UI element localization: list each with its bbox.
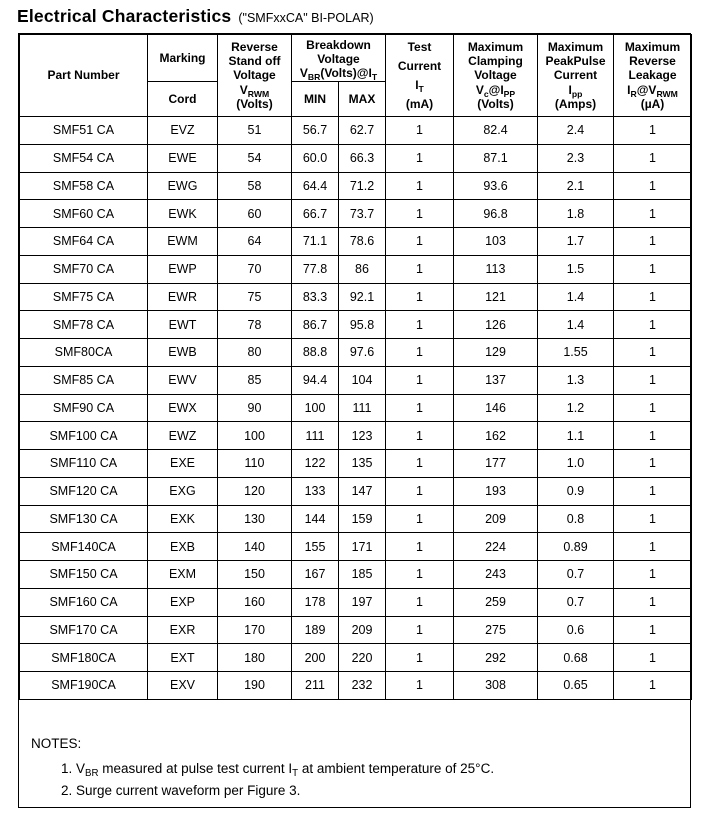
table-row [20, 616, 692, 644]
test-current-cell: 1 [386, 672, 454, 700]
peak-pulse-current-cell: 0.89 [538, 533, 614, 561]
reverse-leakage-cell: 1 [614, 228, 692, 256]
part-number-cell: SMF100 CA [20, 422, 148, 450]
clamping-voltage-cell: 103 [454, 228, 538, 256]
marking-cord-cell: EWZ [148, 422, 218, 450]
test-current-cell: 1 [386, 422, 454, 450]
reverse-leakage-cell: 1 [614, 255, 692, 283]
marking-cord-cell: EWX [148, 394, 218, 422]
table-body [20, 117, 692, 700]
clamping-voltage-cell: 275 [454, 616, 538, 644]
reverse-leakage-cell: 1 [614, 561, 692, 589]
marking-cord-cell: EXE [148, 450, 218, 478]
test-current-cell: 1 [386, 644, 454, 672]
part-number-cell: SMF120 CA [20, 477, 148, 505]
col-max-reverse-leakage: Maximum Reverse Leakage $I_R@V_{RWM}$ (µA) [614, 35, 692, 117]
peak-pulse-current-cell: 1.4 [538, 311, 614, 339]
vrwm-cell: 80 [218, 339, 292, 367]
peak-pulse-current-cell: 1.0 [538, 450, 614, 478]
part-number-cell: SMF80CA [20, 339, 148, 367]
clamping-voltage-cell: 308 [454, 672, 538, 700]
clamping-voltage-cell: 177 [454, 450, 538, 478]
peak-pulse-current-cell: 0.65 [538, 672, 614, 700]
peak-pulse-current-cell: 1.4 [538, 283, 614, 311]
reverse-leakage-cell: 1 [614, 311, 692, 339]
marking-cord-cell: EXP [148, 588, 218, 616]
reverse-leakage-cell: 1 [614, 144, 692, 172]
reverse-leakage-cell: 1 [614, 672, 692, 700]
peak-pulse-current-cell: 1.7 [538, 228, 614, 256]
clamping-voltage-cell: 87.1 [454, 144, 538, 172]
vrwm-cell: 58 [218, 172, 292, 200]
part-number-cell: SMF160 CA [20, 588, 148, 616]
part-number-cell: SMF64 CA [20, 228, 148, 256]
table-row [20, 588, 692, 616]
vrwm-cell: 90 [218, 394, 292, 422]
peak-pulse-current-cell: 0.8 [538, 505, 614, 533]
part-number-cell: SMF130 CA [20, 505, 148, 533]
vrwm-cell: 190 [218, 672, 292, 700]
vrwm-cell: 180 [218, 644, 292, 672]
test-current-cell: 1 [386, 366, 454, 394]
test-current-cell: 1 [386, 255, 454, 283]
table-row [20, 644, 692, 672]
vrwm-cell: 51 [218, 117, 292, 145]
test-current-cell: 1 [386, 228, 454, 256]
marking-cord-cell: EWT [148, 311, 218, 339]
part-number-cell: SMF85 CA [20, 366, 148, 394]
vbr-min-cell: 56.7 [292, 117, 339, 145]
test-current-cell: 1 [386, 505, 454, 533]
test-current-cell: 1 [386, 394, 454, 422]
col-max: MAX [339, 82, 386, 117]
vrwm-cell: 85 [218, 366, 292, 394]
reverse-leakage-cell: 1 [614, 172, 692, 200]
part-number-cell: SMF190CA [20, 672, 148, 700]
table-row [20, 228, 692, 256]
vbr-max-cell: 209 [339, 616, 386, 644]
vbr-max-cell: 104 [339, 366, 386, 394]
vbr-min-cell: 88.8 [292, 339, 339, 367]
vbr-max-cell: 220 [339, 644, 386, 672]
marking-cord-cell: EWM [148, 228, 218, 256]
vbr-max-cell: 185 [339, 561, 386, 589]
marking-cord-cell: EXT [148, 644, 218, 672]
vbr-min-cell: 155 [292, 533, 339, 561]
marking-cord-cell: EWP [148, 255, 218, 283]
peak-pulse-current-cell: 0.7 [538, 588, 614, 616]
vrwm-cell: 64 [218, 228, 292, 256]
vbr-min-cell: 133 [292, 477, 339, 505]
col-reverse-standoff-voltage: Reverse Stand off Voltage $V_{RWM}$ (Volts) [218, 35, 292, 117]
electrical-characteristics-table [18, 33, 691, 808]
col-max-clamping-voltage: Maximum Clamping Voltage $V_c@I_{PP}$ (Volts) [454, 35, 538, 117]
part-number-cell: SMF51 CA [20, 117, 148, 145]
marking-cord-cell: EWG [148, 172, 218, 200]
note-item: 2. Surge current waveform per Figure 3. [61, 782, 301, 798]
col-cord: Cord [148, 82, 218, 117]
vbr-min-cell: 100 [292, 394, 339, 422]
clamping-voltage-cell: 162 [454, 422, 538, 450]
reverse-leakage-cell: 1 [614, 588, 692, 616]
vbr-max-cell: 66.3 [339, 144, 386, 172]
clamping-voltage-cell: 259 [454, 588, 538, 616]
clamping-voltage-cell: 96.8 [454, 200, 538, 228]
table-row [20, 394, 692, 422]
table-row [20, 311, 692, 339]
reverse-leakage-cell: 1 [614, 450, 692, 478]
table-row [20, 561, 692, 589]
table-row [20, 172, 692, 200]
part-number-cell: SMF90 CA [20, 394, 148, 422]
peak-pulse-current-cell: 0.68 [538, 644, 614, 672]
clamping-voltage-cell: 224 [454, 533, 538, 561]
reverse-leakage-cell: 1 [614, 477, 692, 505]
vrwm-cell: 60 [218, 200, 292, 228]
vbr-min-cell: 178 [292, 588, 339, 616]
clamping-voltage-cell: 121 [454, 283, 538, 311]
clamping-voltage-cell: 126 [454, 311, 538, 339]
part-number-cell: SMF60 CA [20, 200, 148, 228]
peak-pulse-current-cell: 2.3 [538, 144, 614, 172]
part-number-cell: SMF58 CA [20, 172, 148, 200]
test-current-cell: 1 [386, 144, 454, 172]
vbr-max-cell: 73.7 [339, 200, 386, 228]
reverse-leakage-cell: 1 [614, 533, 692, 561]
col-marking: Marking [148, 35, 218, 82]
peak-pulse-current-cell: 0.7 [538, 561, 614, 589]
marking-cord-cell: EXK [148, 505, 218, 533]
table-row [20, 450, 692, 478]
vbr-max-cell: 97.6 [339, 339, 386, 367]
table-row [20, 283, 692, 311]
vbr-min-cell: 111 [292, 422, 339, 450]
vbr-min-cell: 86.7 [292, 311, 339, 339]
table-header [20, 35, 692, 117]
marking-cord-cell: EVZ [148, 117, 218, 145]
peak-pulse-current-cell: 1.1 [538, 422, 614, 450]
vbr-min-cell: 66.7 [292, 200, 339, 228]
vbr-min-cell: 122 [292, 450, 339, 478]
reverse-leakage-cell: 1 [614, 366, 692, 394]
part-number-cell: SMF78 CA [20, 311, 148, 339]
reverse-leakage-cell: 1 [614, 339, 692, 367]
clamping-voltage-cell: 129 [454, 339, 538, 367]
reverse-leakage-cell: 1 [614, 200, 692, 228]
vbr-min-cell: 94.4 [292, 366, 339, 394]
vrwm-cell: 140 [218, 533, 292, 561]
reverse-leakage-cell: 1 [614, 505, 692, 533]
marking-cord-cell: EWE [148, 144, 218, 172]
vbr-min-cell: 83.3 [292, 283, 339, 311]
vbr-min-cell: 64.4 [292, 172, 339, 200]
part-number-cell: SMF150 CA [20, 561, 148, 589]
marking-cord-cell: EWV [148, 366, 218, 394]
marking-cord-cell: EWB [148, 339, 218, 367]
reverse-leakage-cell: 1 [614, 616, 692, 644]
vrwm-cell: 110 [218, 450, 292, 478]
reverse-leakage-cell: 1 [614, 644, 692, 672]
marking-cord-cell: EXB [148, 533, 218, 561]
vbr-min-cell: 211 [292, 672, 339, 700]
vbr-max-cell: 71.2 [339, 172, 386, 200]
peak-pulse-current-cell: 2.4 [538, 117, 614, 145]
peak-pulse-current-cell: 1.55 [538, 339, 614, 367]
table-row [20, 533, 692, 561]
spec-table [19, 34, 692, 700]
vrwm-cell: 160 [218, 588, 292, 616]
clamping-voltage-cell: 243 [454, 561, 538, 589]
test-current-cell: 1 [386, 117, 454, 145]
col-min: MIN [292, 82, 339, 117]
table-row [20, 255, 692, 283]
col-test-current: Test Current $I_T$ (mA) [386, 35, 454, 117]
vbr-min-cell: 189 [292, 616, 339, 644]
page-title-suffix: ("SMFxxCA" BI-POLAR) [238, 11, 374, 25]
part-number-cell: SMF70 CA [20, 255, 148, 283]
reverse-leakage-cell: 1 [614, 394, 692, 422]
test-current-cell: 1 [386, 450, 454, 478]
clamping-voltage-cell: 93.6 [454, 172, 538, 200]
peak-pulse-current-cell: 0.9 [538, 477, 614, 505]
peak-pulse-current-cell: 0.6 [538, 616, 614, 644]
note-item: 1. $V_{BR}$ measured at pulse test current $I_T$ at ambient temperature of 25°C. [61, 760, 495, 780]
clamping-voltage-cell: 146 [454, 394, 538, 422]
peak-pulse-current-cell: 1.2 [538, 394, 614, 422]
clamping-voltage-cell: 292 [454, 644, 538, 672]
peak-pulse-current-cell: 1.5 [538, 255, 614, 283]
peak-pulse-current-cell: 1.3 [538, 366, 614, 394]
clamping-voltage-cell: 82.4 [454, 117, 538, 145]
reverse-leakage-cell: 1 [614, 422, 692, 450]
vbr-min-cell: 77.8 [292, 255, 339, 283]
vbr-min-cell: 167 [292, 561, 339, 589]
vbr-max-cell: 197 [339, 588, 386, 616]
col-breakdown-voltage: Breakdown Voltage $V_{BR}(Volts)@I_T$ [292, 35, 386, 82]
notes-section [19, 700, 690, 807]
test-current-cell: 1 [386, 561, 454, 589]
part-number-cell: SMF110 CA [20, 450, 148, 478]
vbr-max-cell: 135 [339, 450, 386, 478]
table-row [20, 422, 692, 450]
table-row [20, 117, 692, 145]
vbr-max-cell: 62.7 [339, 117, 386, 145]
marking-cord-cell: EWR [148, 283, 218, 311]
peak-pulse-current-cell: 1.8 [538, 200, 614, 228]
table-row [20, 505, 692, 533]
test-current-cell: 1 [386, 477, 454, 505]
table-row [20, 339, 692, 367]
clamping-voltage-cell: 209 [454, 505, 538, 533]
test-current-cell: 1 [386, 311, 454, 339]
marking-cord-cell: EXR [148, 616, 218, 644]
page-title [17, 6, 374, 27]
table-row [20, 672, 692, 700]
test-current-cell: 1 [386, 588, 454, 616]
vrwm-cell: 150 [218, 561, 292, 589]
notes-heading: NOTES: [31, 735, 82, 751]
vbr-max-cell: 111 [339, 394, 386, 422]
marking-cord-cell: EWK [148, 200, 218, 228]
vbr-max-cell: 232 [339, 672, 386, 700]
table-row [20, 200, 692, 228]
test-current-cell: 1 [386, 616, 454, 644]
part-number-cell: SMF170 CA [20, 616, 148, 644]
clamping-voltage-cell: 193 [454, 477, 538, 505]
vrwm-cell: 54 [218, 144, 292, 172]
part-number-cell: SMF75 CA [20, 283, 148, 311]
part-number-cell: SMF54 CA [20, 144, 148, 172]
vrwm-cell: 130 [218, 505, 292, 533]
page-title-main: Electrical Characteristics [17, 6, 232, 26]
vrwm-cell: 78 [218, 311, 292, 339]
vbr-min-cell: 200 [292, 644, 339, 672]
test-current-cell: 1 [386, 283, 454, 311]
header-row-1 [20, 35, 692, 82]
vbr-max-cell: 147 [339, 477, 386, 505]
test-current-cell: 1 [386, 200, 454, 228]
vbr-min-cell: 60.0 [292, 144, 339, 172]
vrwm-cell: 100 [218, 422, 292, 450]
clamping-voltage-cell: 113 [454, 255, 538, 283]
vrwm-cell: 75 [218, 283, 292, 311]
vbr-max-cell: 78.6 [339, 228, 386, 256]
marking-cord-cell: EXV [148, 672, 218, 700]
part-number-cell: SMF180CA [20, 644, 148, 672]
vbr-min-cell: 71.1 [292, 228, 339, 256]
reverse-leakage-cell: 1 [614, 283, 692, 311]
col-part-number: Part Number [20, 35, 148, 117]
marking-cord-cell: EXM [148, 561, 218, 589]
vbr-max-cell: 171 [339, 533, 386, 561]
part-number-cell: SMF140CA [20, 533, 148, 561]
table-row [20, 144, 692, 172]
vbr-max-cell: 92.1 [339, 283, 386, 311]
breakdown-formula: $V_{BR}(Volts)@I_T$ [299, 65, 378, 82]
vbr-max-cell: 159 [339, 505, 386, 533]
col-max-peak-pulse-current: Maximum PeakPulse Current $I_{pp}$ (Amps) [538, 35, 614, 117]
vrwm-cell: 170 [218, 616, 292, 644]
marking-cord-cell: EXG [148, 477, 218, 505]
vbr-max-cell: 86 [339, 255, 386, 283]
test-current-cell: 1 [386, 339, 454, 367]
reverse-leakage-cell: 1 [614, 117, 692, 145]
vbr-min-cell: 144 [292, 505, 339, 533]
vrwm-cell: 120 [218, 477, 292, 505]
vrwm-cell: 70 [218, 255, 292, 283]
clamping-voltage-cell: 137 [454, 366, 538, 394]
peak-pulse-current-cell: 2.1 [538, 172, 614, 200]
test-current-cell: 1 [386, 533, 454, 561]
table-row [20, 366, 692, 394]
vbr-max-cell: 123 [339, 422, 386, 450]
table-row [20, 477, 692, 505]
test-current-cell: 1 [386, 172, 454, 200]
vbr-max-cell: 95.8 [339, 311, 386, 339]
